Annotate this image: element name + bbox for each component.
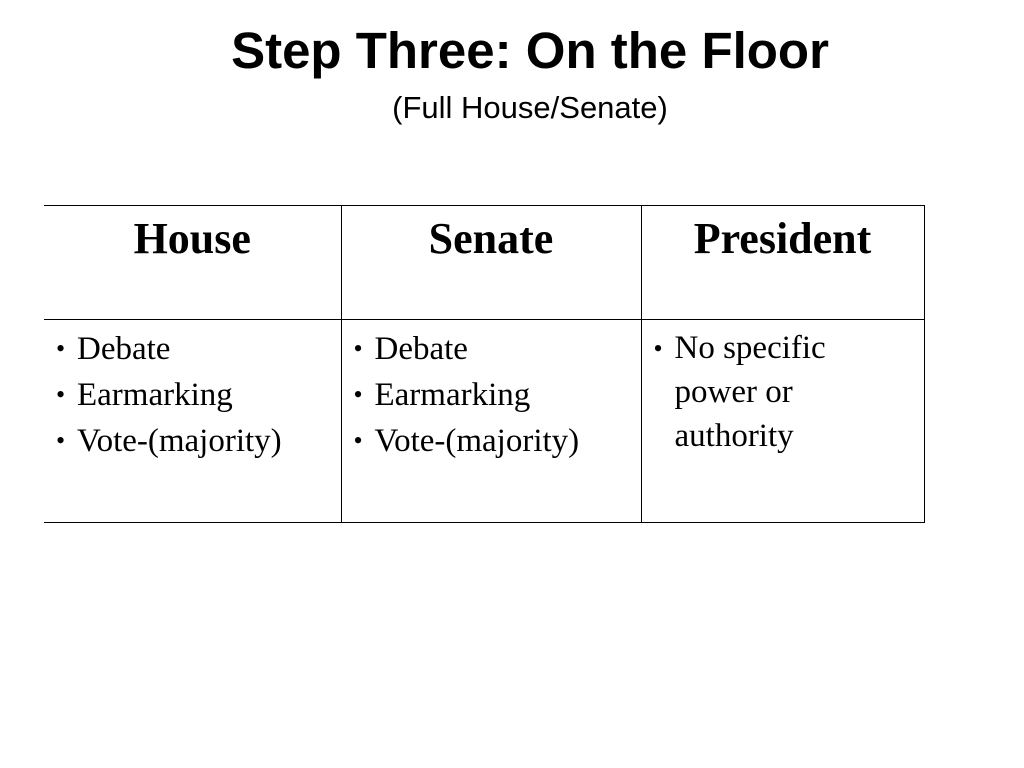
item-text: Vote-(majority)	[374, 423, 580, 459]
item-text: Earmarking	[77, 377, 233, 413]
bullet-icon: •	[353, 334, 363, 363]
list-item	[352, 326, 641, 372]
header-senate: Senate	[341, 206, 641, 320]
house-bullet-list	[44, 326, 341, 464]
slide-subtitle: (Full House/Senate)	[392, 90, 668, 125]
bullet-icon: •	[353, 426, 363, 455]
item-text: No specific power or authority	[674, 330, 826, 454]
house-cell	[44, 320, 341, 523]
list-item	[652, 326, 924, 458]
list-item	[54, 326, 341, 372]
slide-title: Step Three: On the Floor	[231, 22, 829, 79]
president-bullet-list	[642, 326, 924, 458]
bullet-icon: •	[653, 334, 663, 363]
item-text: Vote-(majority)	[77, 423, 282, 459]
item-text: Debate	[374, 331, 468, 367]
bullet-icon: •	[353, 380, 363, 409]
list-item	[352, 418, 641, 464]
branches-table	[44, 205, 925, 523]
header-president: President	[641, 206, 924, 320]
header-house: House	[44, 206, 341, 320]
senate-cell	[341, 320, 641, 523]
list-item	[54, 418, 341, 464]
table-row	[44, 320, 924, 523]
item-text: Debate	[77, 331, 171, 367]
president-cell	[641, 320, 924, 523]
bullet-icon: •	[56, 334, 66, 363]
item-text: Earmarking	[374, 377, 531, 413]
bullet-icon: •	[56, 380, 66, 409]
senate-bullet-list	[342, 326, 641, 464]
bullet-icon: •	[56, 426, 66, 455]
list-item	[352, 372, 641, 418]
list-item	[54, 372, 341, 418]
header-row	[44, 206, 924, 320]
